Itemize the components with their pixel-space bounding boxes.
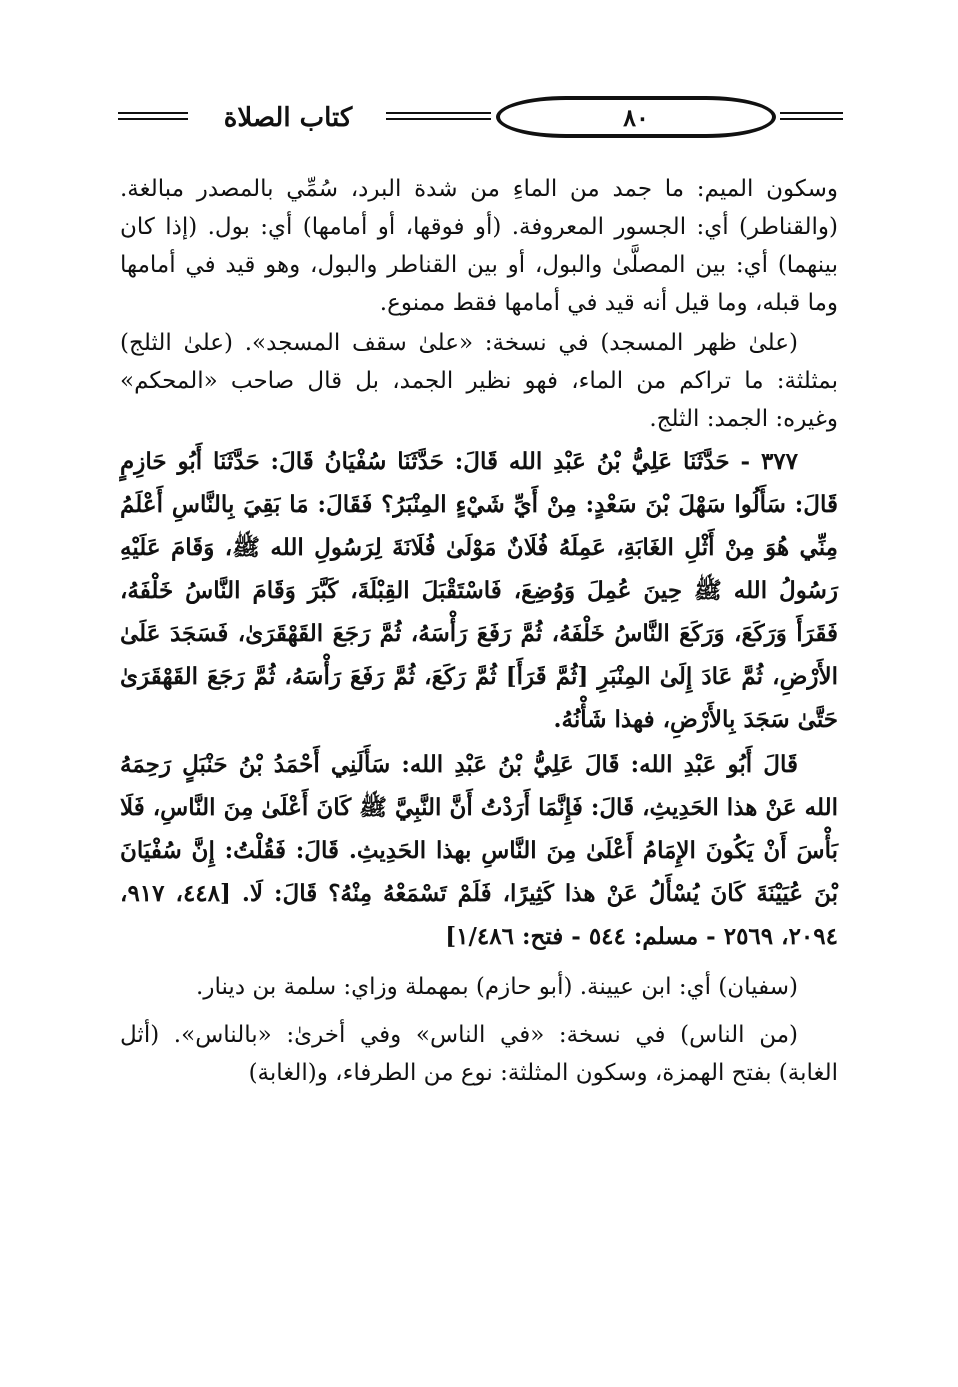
page-header	[118, 94, 843, 142]
paragraph: (علىٰ ظهر المسجد) في نسخة: «علىٰ سقف المسجد». (علىٰ الثلج) بمثلثة: ما تراكم من الماء، فهو نظير الجمد، بل قال صاحب «المحكم» وغيره: الجمد: الثلج.	[120, 330, 838, 432]
page-number: ٨٠	[623, 102, 649, 132]
page-body	[120, 168, 838, 1092]
paragraph: (من الناس) في نسخة: «في الناس» وفي أخرىٰ: «بالناس». (أثل الغابة) بفتح الهمزة، وسكون المثلثة: نوع من الطرفاء، و(الغابة)	[120, 1022, 838, 1086]
hadith-text: ٣٧٧ - حَدَّثَنَا عَلِيُّ بْنُ عَبْدِ الله قَالَ: حَدَّثَنَا سُفْيَانُ قَالَ: حَدَّثَنَا أَبُو حَازِمٍ قَالَ: سَأَلُوا سَهْلَ بْنَ سَعْدٍ: مِنْ أَيِّ شَيْءٍ المِنْبَرُ؟ فَقَالَ: مَا بَقِيَ بِالنَّاسِ أَعْلَمُ مِنِّي هُوَ مِنْ أَثْلِ الغَابَةِ، عَمِلَهُ فُلَانٌ مَوْلَىٰ فُلَانَةَ لِرَسُولِ الله ﷺ، وَقَامَ عَلَيْهِ رَسُولُ الله ﷺ حِينَ عُمِلَ وَوُضِعَ، فَاسْتَقْبَلَ القِبْلَةَ، كَبَّرَ وَقَامَ النَّاسُ خَلْفَهُ، فَقَرَأَ وَرَكَعَ، وَرَكَعَ النَّاسُ خَلْفَهُ، ثُمَّ رَفَعَ رَأْسَهُ، ثُمَّ رَجَعَ القَهْقَرَىٰ، فَسَجَدَ عَلَىٰ الأَرْضِ، ثُمَّ عَادَ إِلَىٰ المِنْبَرِ [ثُمَّ قَرَأَ] ثُمَّ رَكَعَ، ثُمَّ رَفَعَ رَأْسَهُ، ثُمَّ رَجَعَ القَهْقَرَىٰ حَتَّىٰ سَجَدَ بِالأَرْضِ، فهذا شَأْنُهُ.	[120, 448, 838, 733]
header-rule-left	[118, 112, 188, 121]
paragraph: وسكون الميم: ما جمد من الماءِ من شدة البرد، سُمِّي بالمصدر مبالغة. (والقناطر) أي: الجسور المعروفة. (أو فوقها، أو أمامها) أي: بول. (إذا كان بينهما) أي: بين المصلَّىٰ والبول، أو بين القناطر والبول، وهو قيد في أمامها وما قبله، وما قيل أنه قيد في أمامها فقط ممنوع.	[120, 176, 838, 316]
running-title: كتاب الصلاة	[223, 103, 353, 133]
header-rule-right	[780, 112, 843, 121]
header-rule-middle	[386, 112, 491, 121]
paragraph: (سفيان) أي: ابن عيينة. (أبو حازم) بمهملة وزاي: سلمة بن دينار.	[196, 974, 798, 1000]
page-number-badge	[496, 96, 776, 138]
hadith-commentary-quote: قَالَ أَبُو عَبْدِ الله: قَالَ عَلِيُّ بْنُ عَبْدِ الله: سَأَلَنِي أَحْمَدُ بْنُ حَنْبَلٍ رَحِمَهُ الله عَنْ هذا الحَدِيثِ، قَالَ: فَإِنَّمَا أَرَدْتُ أَنَّ النَّبِيَّ ﷺ كَانَ أَعْلَىٰ مِنَ النَّاسِ، فَلَا بَأْسَ أَنْ يَكُونَ الإِمَامُ أَعْلَىٰ مِنَ النَّاسِ بهذا الحَدِيثِ. قَالَ: فَقُلْتُ: إِنَّ سُفْيَانَ بْنَ عُيَيْنَةَ كَانَ يُسْأَلُ عَنْ هذا كَثِيرًا، فَلَمْ تَسْمَعْهُ مِنْهُ؟ قَالَ: لَا. [٤٤٨، ٩١٧، ٢٠٩٤، ٢٥٦٩ - مسلم: ٥٤٤ - فتح: ١/٤٨٦]	[120, 751, 838, 950]
